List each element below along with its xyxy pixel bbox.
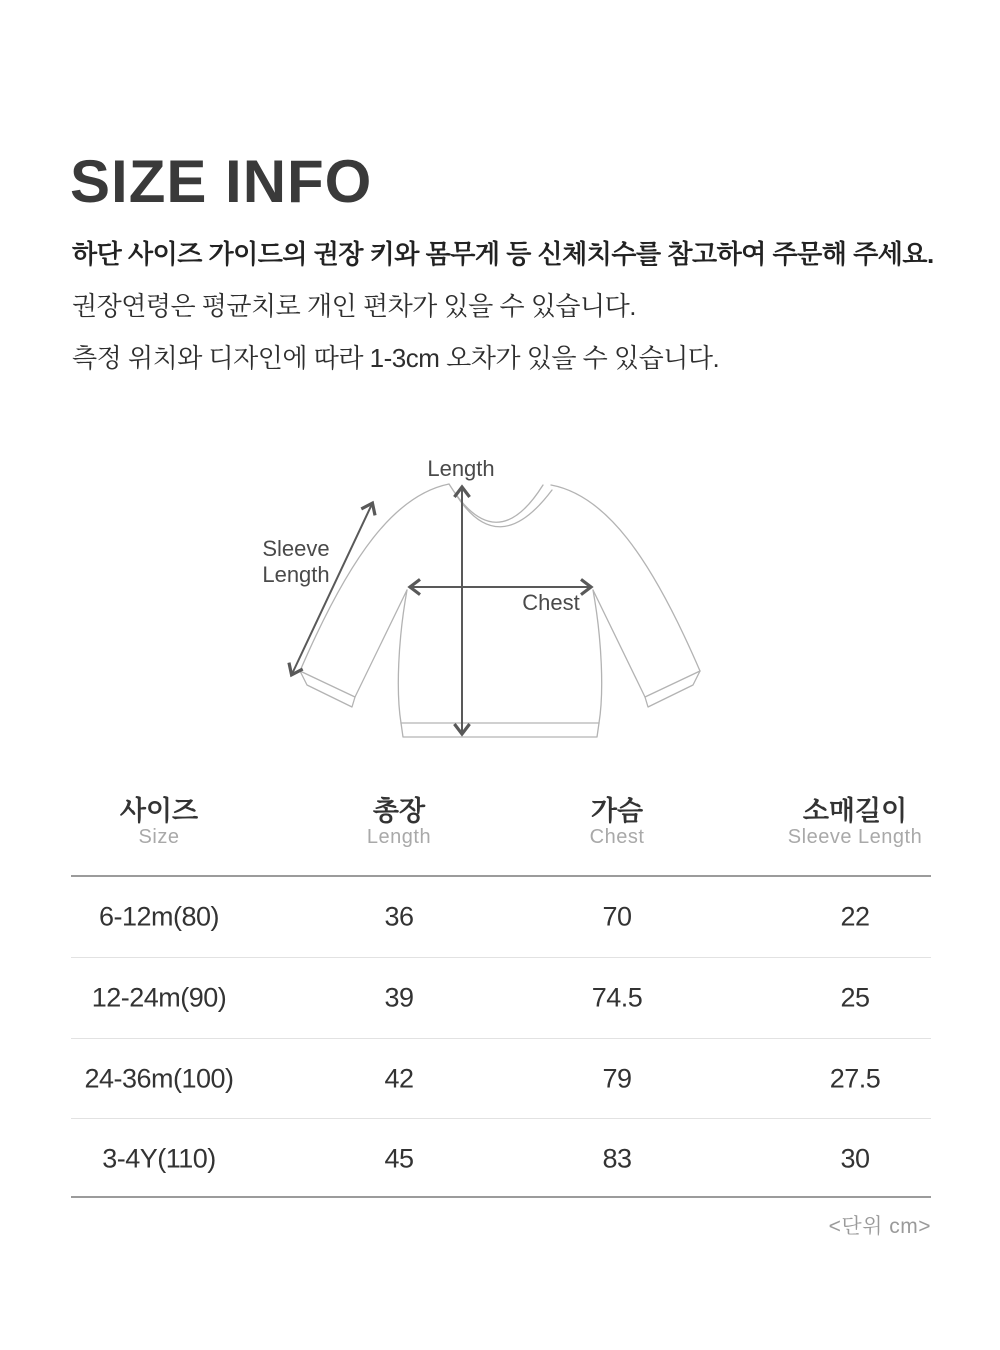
- cell-length: 42: [384, 1063, 414, 1094]
- cell-size: 12-24m(90): [91, 982, 227, 1013]
- column-header-length-en: Length: [366, 826, 432, 848]
- cell-chest: 70: [602, 901, 632, 932]
- cell-sleeve: 22: [840, 901, 870, 932]
- intro-line-3: 측정 위치와 디자인에 따라 1-3cm 오차가 있을 수 있습니다.: [72, 343, 720, 373]
- column-header-size-en: Size: [138, 826, 180, 848]
- cell-length: 39: [384, 982, 414, 1013]
- column-header-size-ko: 사이즈: [119, 796, 199, 826]
- diagram-label-sleeve-1: Sleeve: [262, 536, 330, 561]
- table-row: [0, 877, 1000, 957]
- cell-sleeve: 25: [840, 982, 870, 1013]
- diagram-label-chest: Chest: [522, 590, 580, 615]
- column-header-sleeve-en: Sleeve Length: [787, 826, 923, 848]
- unit-note: <단위 cm>: [828, 1215, 931, 1238]
- sweater-outline: [300, 484, 700, 737]
- column-header-sleeve-ko: 소매길이: [802, 796, 908, 826]
- table-row: [0, 958, 1000, 1038]
- cell-sleeve: 27.5: [829, 1063, 881, 1094]
- cell-chest: 74.5: [591, 982, 643, 1013]
- cell-sleeve: 30: [840, 1143, 870, 1174]
- diagram-label-length: Length: [427, 456, 495, 481]
- table-bottom-border: [71, 1196, 931, 1198]
- cell-length: 45: [384, 1143, 414, 1174]
- column-header-chest-en: Chest: [589, 826, 645, 848]
- table-row: [0, 1039, 1000, 1119]
- intro-line-1: 하단 사이즈 가이드의 권장 키와 몸무게 등 신체치수를 참고하여 주문해 주세요.: [72, 239, 934, 269]
- cell-size: 24-36m(100): [84, 1063, 234, 1094]
- column-header-length-ko: 총장: [372, 796, 426, 826]
- garment-measurement-diagram: [250, 440, 750, 760]
- table-row: [0, 1119, 1000, 1199]
- diagram-label-sleeve-2: Length: [262, 562, 330, 587]
- cell-size: 6-12m(80): [98, 901, 220, 932]
- page-title: SIZE INFO: [70, 148, 373, 216]
- cell-size: 3-4Y(110): [102, 1143, 216, 1174]
- sleeve-arrow: [292, 504, 372, 674]
- intro-text: [72, 228, 952, 384]
- cell-chest: 83: [602, 1143, 632, 1174]
- column-header-chest-ko: 가슴: [590, 796, 644, 826]
- cell-chest: 79: [602, 1063, 632, 1094]
- intro-line-2: 권장연령은 평균치로 개인 편차가 있을 수 있습니다.: [72, 291, 637, 321]
- cell-length: 36: [384, 901, 414, 932]
